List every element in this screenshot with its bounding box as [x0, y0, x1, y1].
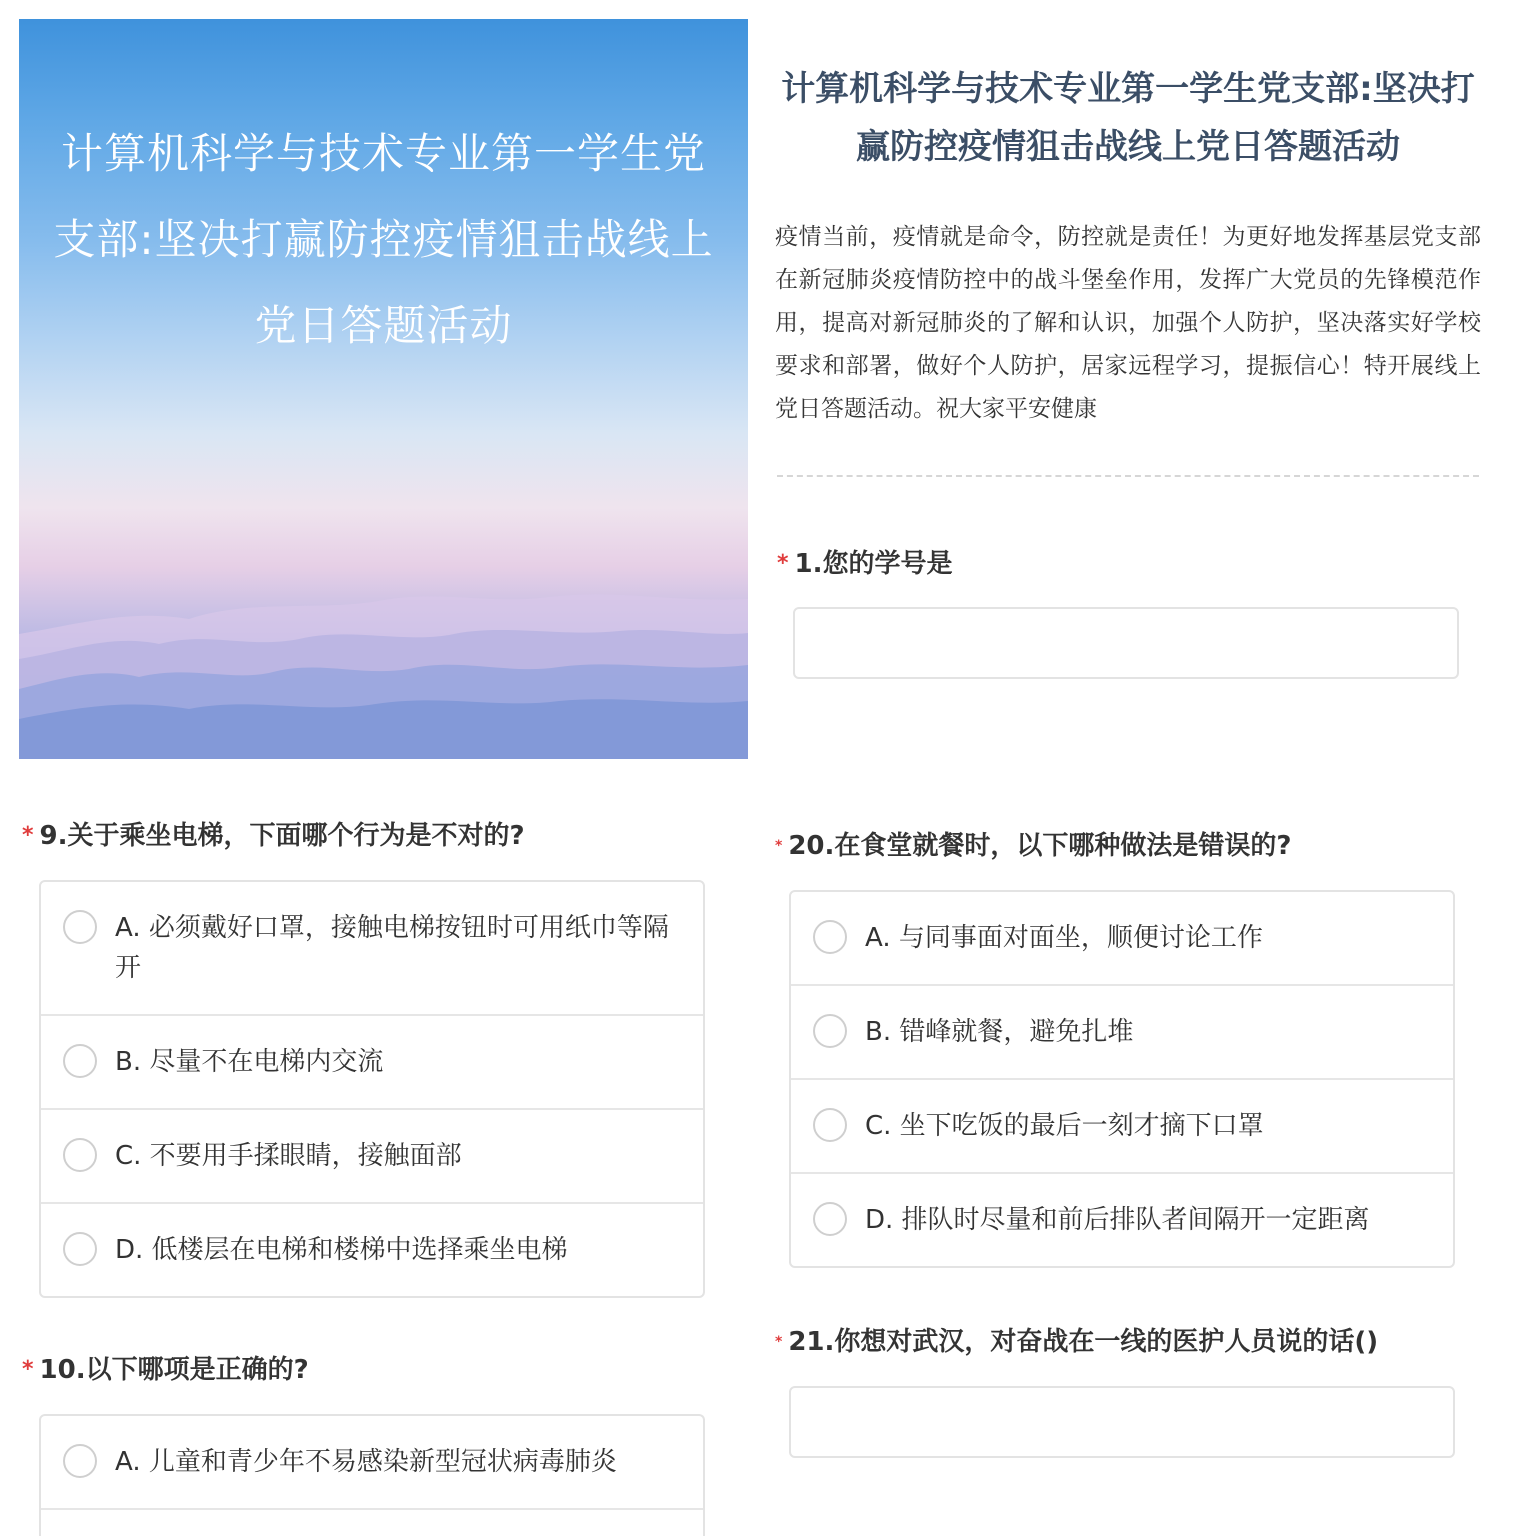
required-marker: *: [775, 1334, 783, 1350]
mountain-illustration: [19, 539, 748, 759]
radio-button-icon[interactable]: [63, 1044, 97, 1078]
question-20-text: 20.在食堂就餐时，以下哪种做法是错误的?: [788, 831, 1292, 861]
survey-title: 计算机科学与技术专业第一学生党支部:坚决打赢防控疫情狙击战线上党日答题活动: [781, 69, 1475, 167]
option-20d[interactable]: [791, 1172, 1453, 1266]
option-label: A. 儿童和青少年不易感染新型冠状病毒肺炎: [115, 1447, 617, 1477]
radio-button-icon[interactable]: [813, 920, 847, 954]
option-label: D. 低楼层在电梯和楼梯中选择乘坐电梯: [115, 1235, 568, 1265]
option-label: C. 不要用手揉眼睛，接触面部: [115, 1141, 462, 1171]
option-9b[interactable]: [41, 1014, 703, 1108]
question-1-title: [777, 546, 952, 582]
question-10-title: [22, 1352, 705, 1388]
student-id-input[interactable]: [793, 607, 1459, 679]
question-10-text: 10.以下哪项是正确的?: [39, 1355, 309, 1385]
question-9-text: 9.关于乘坐电梯，下面哪个行为是不对的?: [39, 821, 525, 851]
section-divider: [777, 475, 1479, 477]
question-9: [22, 818, 705, 1298]
question-20: [775, 828, 1457, 1268]
question-9-options: [39, 880, 705, 1298]
question-1: [777, 546, 952, 582]
cover-title: 计算机科学与技术专业第一学生党支部:坚决打赢防控疫情狙击战线上党日答题活动: [53, 129, 714, 350]
question-21-title: [775, 1324, 1378, 1360]
option-label: B. 错峰就餐，避免扎堆: [865, 1017, 1134, 1047]
radio-button-icon[interactable]: [813, 1202, 847, 1236]
option-9a[interactable]: [41, 882, 703, 1014]
option-10a[interactable]: [41, 1416, 703, 1508]
option-label: A. 必须戴好口罩，接触电梯按钮时可用纸巾等隔开: [115, 913, 669, 983]
message-input[interactable]: [789, 1386, 1455, 1458]
option-9d[interactable]: [41, 1202, 703, 1296]
cover-banner: [19, 19, 748, 759]
question-21: [775, 1324, 1378, 1360]
option-label: C. 坐下吃饭的最后一刻才摘下口罩: [865, 1111, 1264, 1141]
required-marker: *: [22, 1357, 34, 1382]
option-9c[interactable]: [41, 1108, 703, 1202]
option-20a[interactable]: [791, 892, 1453, 984]
question-20-options: [789, 890, 1455, 1268]
question-21-text: 21.你想对武汉，对奋战在一线的医护人员说的话(): [788, 1327, 1379, 1357]
required-marker: *: [22, 823, 34, 848]
option-label: A. 与同事面对面坐，顺便讨论工作: [865, 923, 1263, 953]
question-1-text: 1.您的学号是: [794, 549, 953, 579]
option-10b-partial[interactable]: [41, 1508, 703, 1536]
option-label: B. 尽量不在电梯内交流: [115, 1047, 384, 1077]
question-20-title: [775, 828, 1457, 864]
question-10: [22, 1352, 705, 1536]
option-20c[interactable]: [791, 1078, 1453, 1172]
question-9-title: [22, 818, 705, 854]
radio-button-icon[interactable]: [63, 1232, 97, 1266]
required-marker: *: [775, 838, 783, 854]
radio-button-icon[interactable]: [63, 1138, 97, 1172]
option-20b[interactable]: [791, 984, 1453, 1078]
option-label: D. 排队时尽量和前后排队者间隔开一定距离: [865, 1205, 1370, 1235]
required-marker: *: [777, 551, 789, 576]
survey-description: 疫情当前，疫情就是命令，防控就是责任！为更好地发挥基层党支部在新冠肺炎疫情防控中的战斗堡垒作用，发挥广大党员的先锋模范作用，提高对新冠肺炎的了解和认识，加强个人防护，坚决落实好学校要求和部署，做好个人防护，居家远程学习，提振信心！特开展线上党日答题活动。祝大家平安健康: [775, 224, 1481, 422]
radio-button-icon[interactable]: [813, 1108, 847, 1142]
radio-button-icon[interactable]: [63, 910, 97, 944]
question-10-options: [39, 1414, 705, 1536]
radio-button-icon[interactable]: [813, 1014, 847, 1048]
radio-button-icon[interactable]: [63, 1444, 97, 1478]
